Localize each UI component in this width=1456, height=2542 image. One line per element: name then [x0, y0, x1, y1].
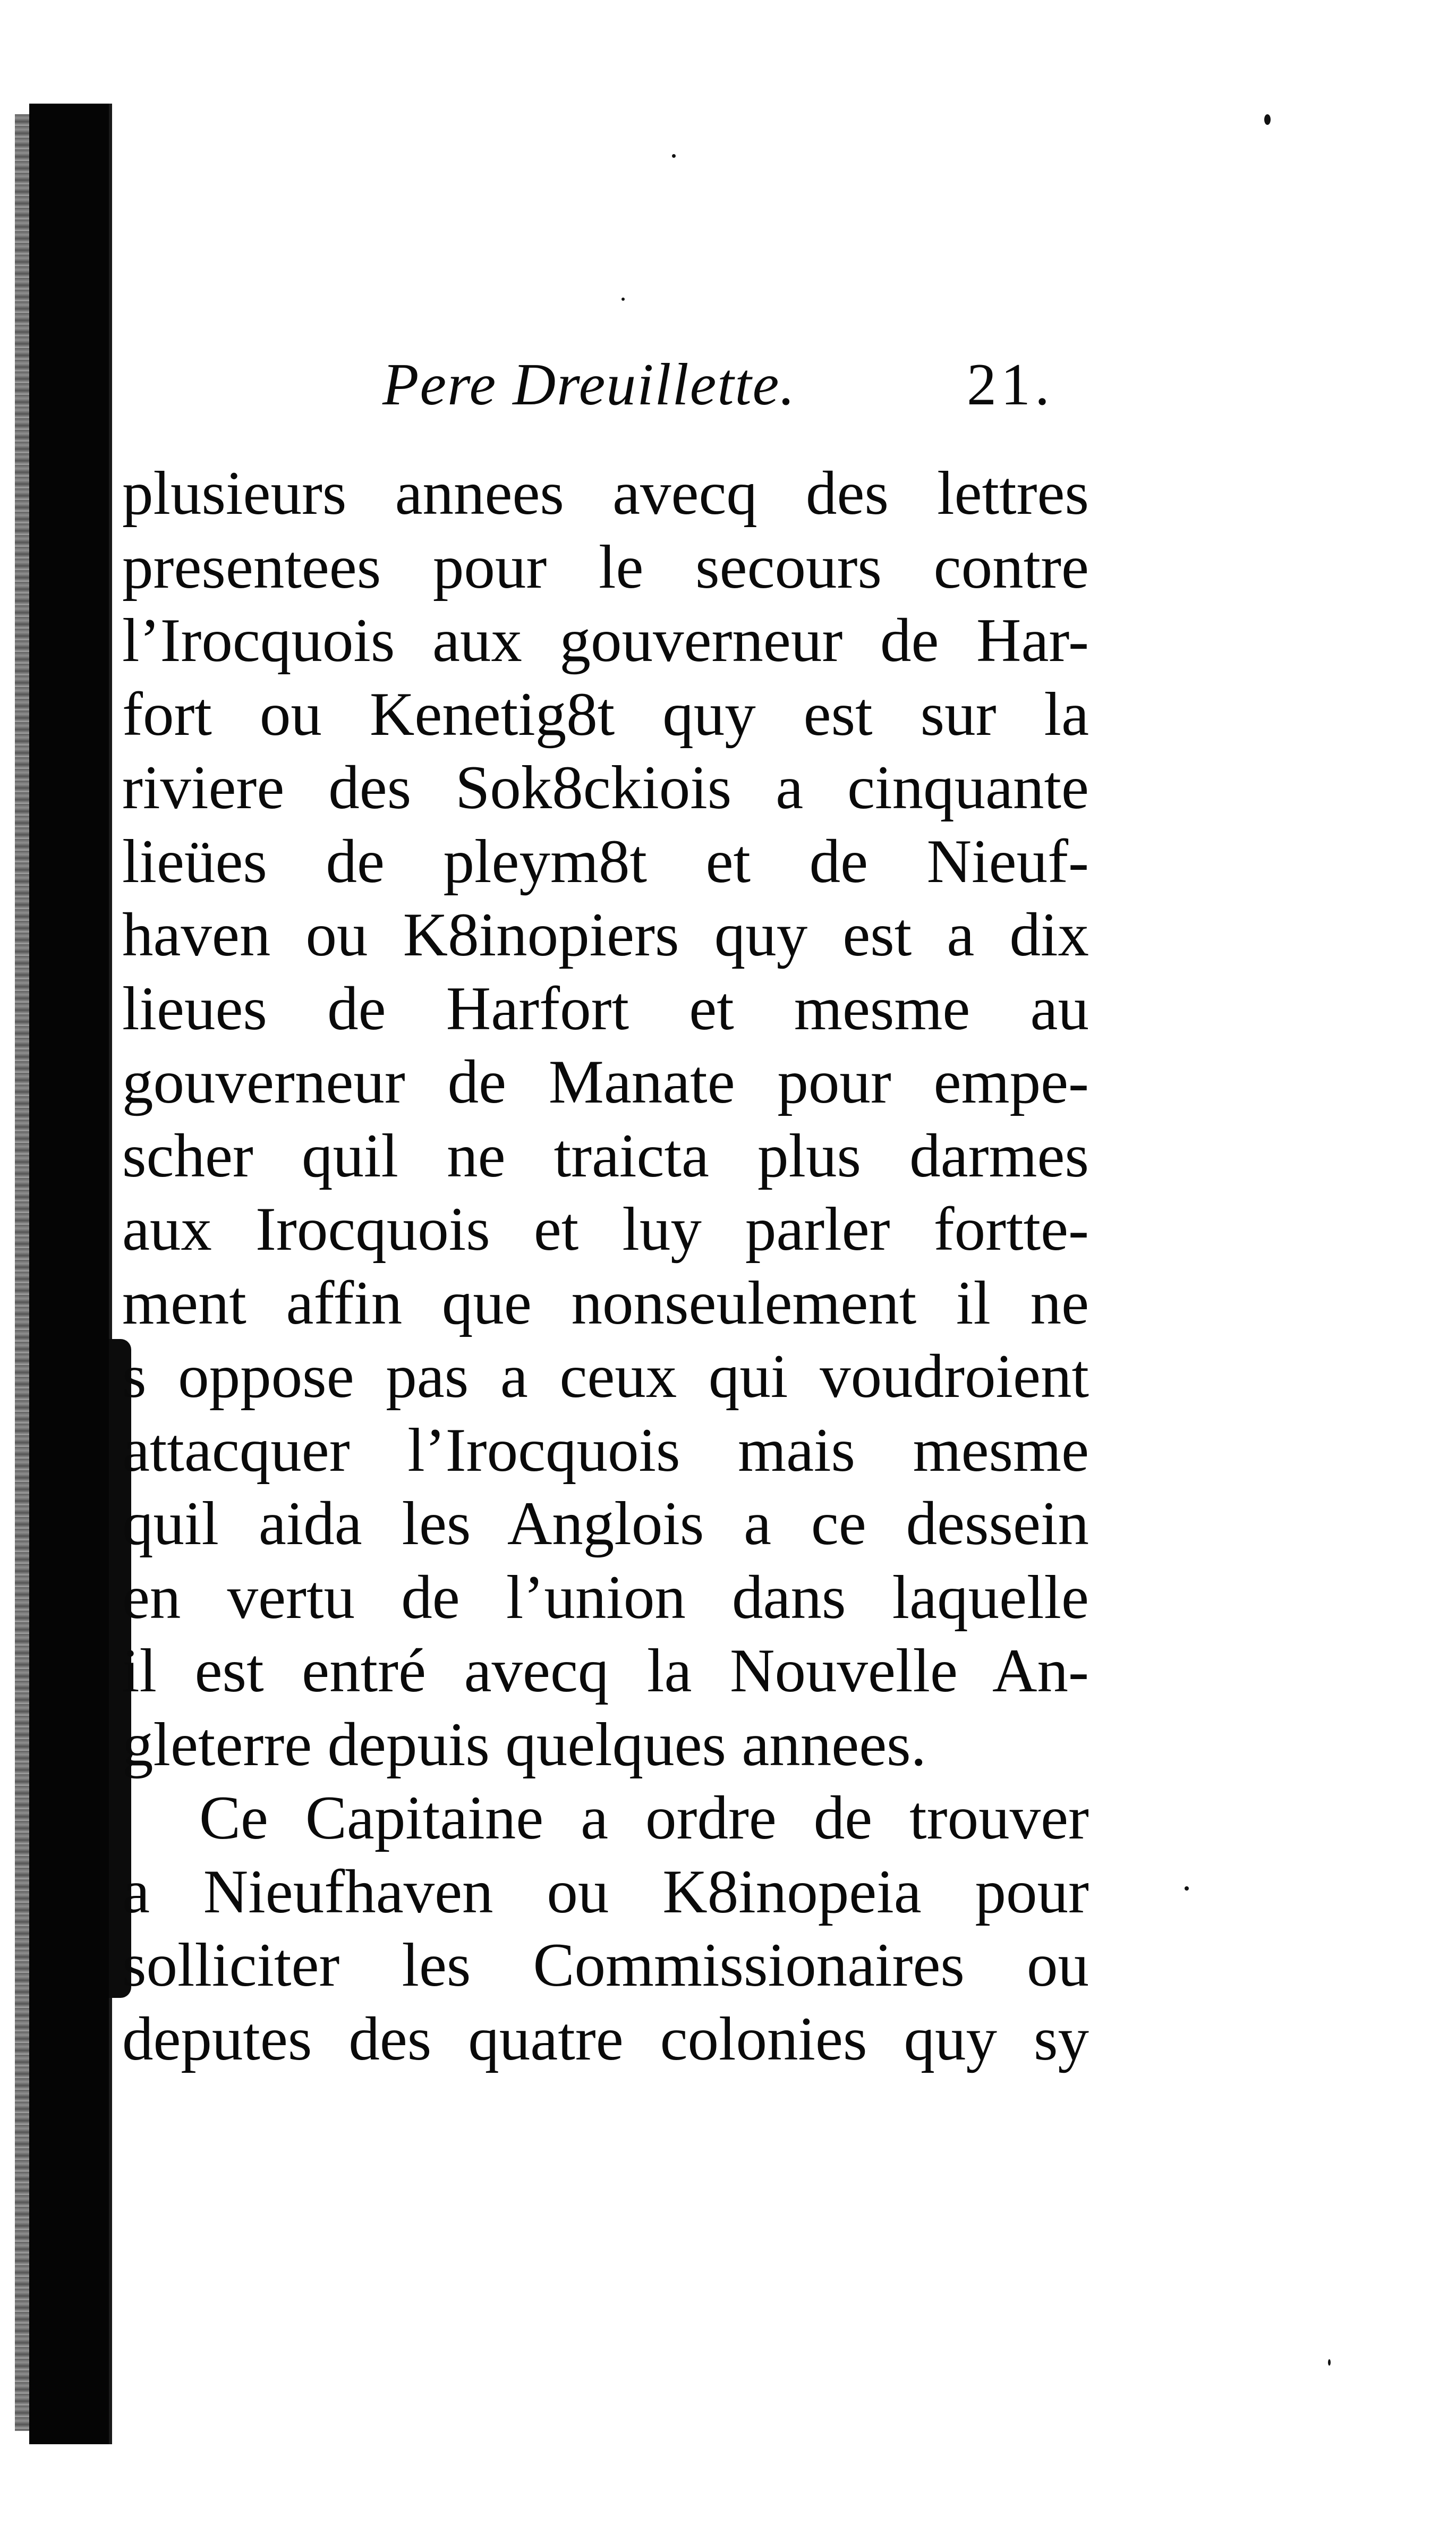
- text-line: l’Irocquois aux gouverneur de Har-: [122, 606, 1089, 675]
- text-line: gouverneur de Manate pour empe-: [122, 1048, 1089, 1116]
- text-line: s oppose pas a ceux qui voudroient: [122, 1342, 1089, 1411]
- body-text: [122, 457, 1089, 2076]
- text-line: il est entré avecq la Nouvelle An-: [122, 1637, 1089, 1705]
- text-line: lieües de pleym8t et de Nieuf-: [122, 827, 1089, 896]
- text-line: en vertu de l’union dans laquelle: [122, 1563, 1089, 1632]
- text-line: a Nieufhaven ou K8inopeia pour: [122, 1857, 1089, 1926]
- text-line: aux Irocquois et luy parler fortte-: [122, 1195, 1089, 1264]
- scan-speck: [1328, 2359, 1331, 2366]
- text-line: attacquer l’Irocquois mais mesme: [122, 1416, 1089, 1485]
- scan-speck: [1185, 1886, 1189, 1891]
- scan-speck: [1264, 114, 1271, 125]
- binding-edge: [29, 104, 112, 2444]
- text-line: haven ou K8inopiers quy est a dix: [122, 901, 1089, 969]
- running-header: [382, 351, 1100, 425]
- page-number: 21.: [967, 352, 1054, 418]
- text-line: scher quil ne traicta plus darmes: [122, 1121, 1089, 1190]
- text-line: plusieurs annees avecq des lettres: [122, 459, 1089, 528]
- text-line: presentees pour le secours contre: [122, 532, 1089, 601]
- scan-speck: [672, 154, 676, 158]
- text-line: fort ou Kenetig8t quy est sur la: [122, 680, 1089, 749]
- text-line: deputes des quatre colonies quy sy: [122, 2004, 1089, 2073]
- paragraph-last-line: gleterre depuis quelques annees.: [122, 1710, 926, 1779]
- running-title: Pere Dreuillette.: [382, 352, 796, 418]
- scan-speck: [621, 298, 625, 301]
- text-line: ment affin que nonseulement il ne: [122, 1268, 1089, 1337]
- text-line: solliciter les Commissionaires ou: [122, 1931, 1089, 1999]
- text-line: riviere des Sok8ckiois a cinquante: [122, 753, 1089, 822]
- paragraph-first-line: Ce Capitaine a ordre de trouver: [199, 1784, 1089, 1852]
- text-line: lieues de Harfort et mesme au: [122, 974, 1089, 1043]
- text-line: quil aida les Anglois a ce dessein: [122, 1489, 1089, 1558]
